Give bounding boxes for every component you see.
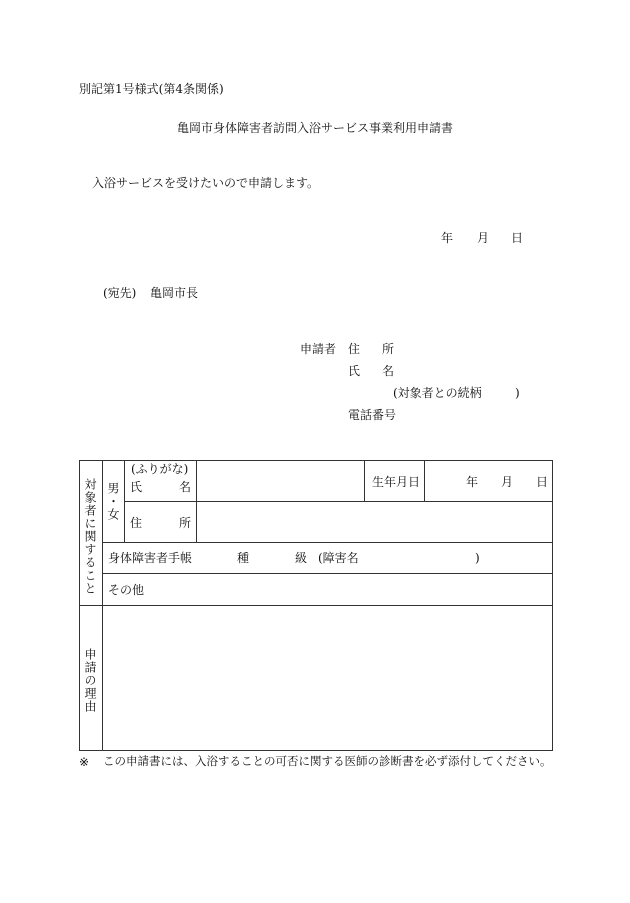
disability-book-label: 身体障害者手帳 <box>108 551 193 565</box>
subject-name-label-2: 名 <box>179 480 192 494</box>
applicant-phone-label: 電話番号 <box>348 408 397 422</box>
date-year: 年 <box>441 231 454 245</box>
relation-open: (対象者との続柄 <box>393 386 482 400</box>
subject-address-label-1: 住 <box>130 516 143 530</box>
subject-address-label-2: 所 <box>179 516 192 530</box>
date-day: 日 <box>511 231 524 245</box>
footnote-mark: ※ <box>79 755 90 769</box>
relation-close: ) <box>515 386 520 400</box>
applicant-name-label-1: 氏 <box>348 364 361 378</box>
reason-heading: 申請の理由 <box>83 648 97 713</box>
addressee-prefix: (宛先) <box>103 286 137 300</box>
document-title: 亀岡市身体障害者訪問入浴サービス事業利用申請書 <box>177 121 454 135</box>
disability-name-close: ) <box>475 551 480 565</box>
disability-grade-label: 級 <box>295 551 308 565</box>
subject-name-label-1: 氏 <box>130 480 143 494</box>
intro-text: 入浴サービスを受けたいので申請します。 <box>92 176 320 190</box>
birth-month: 月 <box>501 475 514 489</box>
birth-day: 日 <box>536 475 549 489</box>
subject-heading: 対象者に関すること <box>83 478 97 595</box>
birth-year: 年 <box>466 475 479 489</box>
date-month: 月 <box>477 231 490 245</box>
applicant-address-label-1: 住 <box>348 342 361 356</box>
footnote-text: この申請書には、入浴することの可否に関する医師の診断書を必ず添付してください。 <box>103 754 552 768</box>
applicant-heading: 申請者 <box>300 342 337 356</box>
birth-date-label: 生年月日 <box>372 475 421 489</box>
disability-type-label: 種 <box>237 551 250 565</box>
applicant-address-label-2: 所 <box>382 342 395 356</box>
applicant-name-label-2: 名 <box>382 364 395 378</box>
sex-selector: 男・女 <box>106 482 120 521</box>
disability-name-open: (障害名 <box>318 551 359 565</box>
addressee-name: 亀岡市長 <box>150 286 199 300</box>
other-label: その他 <box>108 583 145 597</box>
furigana-label: (ふりがな) <box>131 462 189 476</box>
form-reference: 別記第1号様式(第4条関係) <box>79 82 224 96</box>
